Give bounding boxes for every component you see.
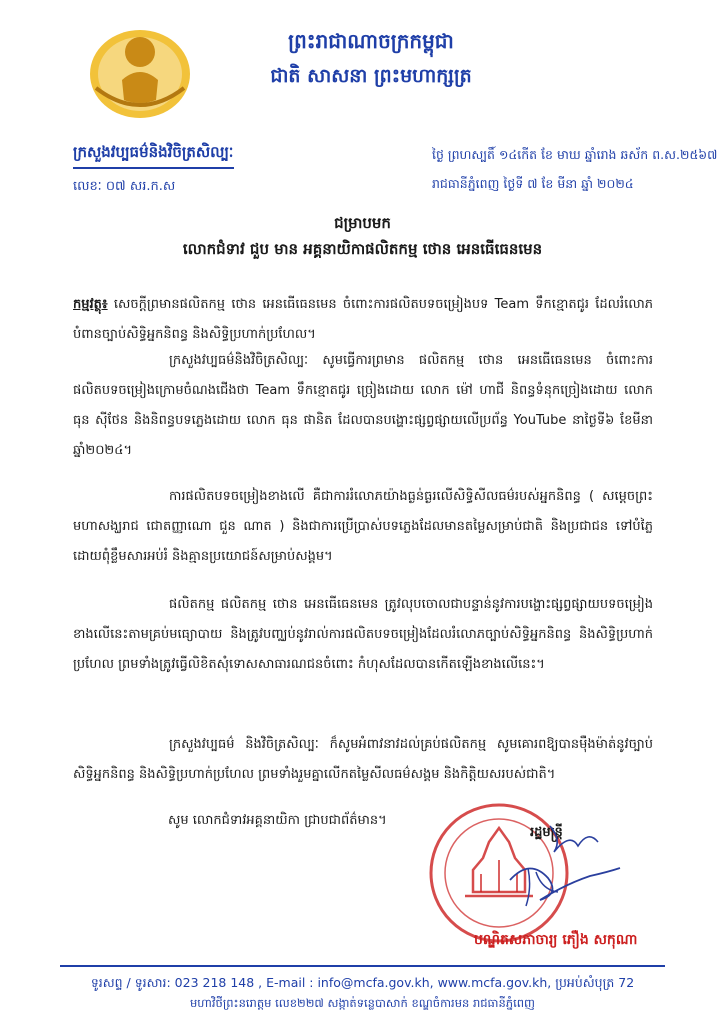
- body-paragraph-3: ផលិតកម្ម ផលិតកម្ម ថោន អេនធើធេនមេន ត្រូវលុបចោលជាបន្ទាន់នូវការបង្ហោះផ្សព្វផ្សាយបទចម្រៀងខាងលើនេះតាមគ្រប់មធ្យោបាយ និងត្រូវបញ្ឈប់នូវរាល់ការផលិតបទចម្រៀងដែលរំលោភច្បាប់សិទ្ធិអ្នកនិពន្ធ និងសិទ្ធិប្រហាក់ប្រហែល ព្រមទាំងត្រូវធ្វើលិខិតសុំទោសសាធារណជនចំពោះ កំហុសដែលបានកើតឡើងខាងលើនេះ។: [73, 597, 653, 672]
- footer-contact: ទូរសព្ទ / ទូរសារ: 023 218 148 , E-mail : info@mcfa.gov.kh, www.mcfa.gov.kh, ប្រអប់សំបុត្រ 72: [90, 975, 635, 990]
- handwritten-signature: [470, 818, 630, 918]
- signatory-title: រដ្ឋមន្ត្រី: [530, 825, 563, 840]
- body-paragraph-1: ក្រសួងវប្បធម៌និងវិចិត្រសិល្បៈ សូមធ្វើការព្រមាន ផលិតកម្ម ថោន អេនធើធេនមេន ចំពោះការផលិតបទចម្រៀងក្រោមចំណងជើងថា Team ទឹកខ្មោតជូរ ច្រៀងដោយ លោក ម៉ៅ ហាជី និពន្ធទំនុកច្រៀងដោយ លោក ធុន ស៊ីថែន និងនិពន្ធបទភ្លេងដោយ លោក ធុន ផានិត ដែលបានបង្ហោះផ្សព្វផ្សាយលើប្រព័ន្ធ YouTube នាថ្ងៃទី៦ ខែមីនា ឆ្នាំ២០២៤។: [73, 353, 653, 458]
- salutation: ជម្រាបមក: [334, 214, 391, 232]
- recipient-name: លោកជំទាវ ជួប មាន អគ្គនាយិកាផលិតកម្ម ថោន អេនធើធេនមេន: [182, 240, 543, 258]
- footer-address: មហាវិថីព្រះនរោត្តម លេខ២២៧ សង្កាត់ទន្លេបាសាក់ ខណ្ឌចំការមន រាជធានីភ្នំពេញ: [189, 996, 536, 1010]
- signatory-name: បណ្ឌិតសភាចារ្យ ភឿង សកុណា: [474, 932, 638, 948]
- closing-line: សូម លោកជំទាវអគ្គនាយិកា ជ្រាបជាព័ត៌មាន។: [168, 813, 387, 828]
- document-number: លេខៈ ០៧ សរ.ក.ស: [73, 179, 176, 194]
- lunar-date: ថ្ងៃ ព្រហស្បតិ៍ ១៤កើត ខែ មាឃ ឆ្នាំរោង ឆស័ក ព.ស.២៥៦៧: [432, 147, 718, 162]
- footer-divider: [60, 965, 665, 967]
- national-motto: ជាតិ សាសនា ព្រះមហាក្សត្រ: [270, 65, 472, 87]
- body-paragraph-2: ការផលិតបទចម្រៀងខាងលើ គឺជាការរំលោភយ៉ាងធ្ងន់ធ្ងរលើសិទ្ធិសីលធម៌របស់អ្នកនិពន្ធ ( សម្តេចព្រះមហាសង្ឃរាជ ជោតញ្ញាណោ ជួន ណាត ) និងជាការប្រើប្រាស់បទភ្លេងដែលមានតម្លៃសម្រាប់ជាតិ និងប្រជាជន ទៅបំភ្លៃដោយពុំខ្លឹមសារអប់រំ និងគ្មានប្រយោជន៍សម្រាប់សង្គម។: [73, 489, 653, 564]
- subject-text: សេចក្តីព្រមានផលិតកម្ម ថោន អេនធើធេនមេន ចំពោះការផលិតបទចម្រៀងបទ Team ទឹកខ្មោតជូរ ដែលរំលោភបំពានច្បាប់សិទ្ធិអ្នកនិពន្ធ និងសិទ្ធិប្រហាក់ប្រហែល។: [73, 297, 653, 342]
- kingdom-heading: ព្រះរាជាណាចក្រកម្ពុជា: [288, 29, 454, 53]
- ministry-name: ក្រសួងវប្បធម៌និងវិចិត្រសិល្បៈ: [73, 143, 234, 169]
- subject-paragraph: [73, 290, 653, 350]
- subject-label: កម្មវត្ថុ៖: [73, 297, 108, 312]
- solar-date: រាជធានីភ្នំពេញ ថ្ងៃទី ៧ ខែ មីនា ឆ្នាំ ២០២៤: [432, 176, 634, 191]
- ministry-logo: [86, 22, 194, 122]
- body-paragraph-4: ក្រសួងវប្បធម៌ និងវិចិត្រសិល្បៈ ក៏សូមអំពាវនាវដល់គ្រប់ផលិតកម្ម សូមគោរពឱ្យបានម៉ឺងម៉ាត់នូវច្បាប់សិទ្ធិអ្នកនិពន្ធ និងសិទ្ធិប្រហាក់ប្រហែល ព្រមទាំងរួមគ្នាលើកតម្លៃសីលធម៌សង្គម និងកិត្តិយសរបស់ជាតិ។: [73, 737, 653, 782]
